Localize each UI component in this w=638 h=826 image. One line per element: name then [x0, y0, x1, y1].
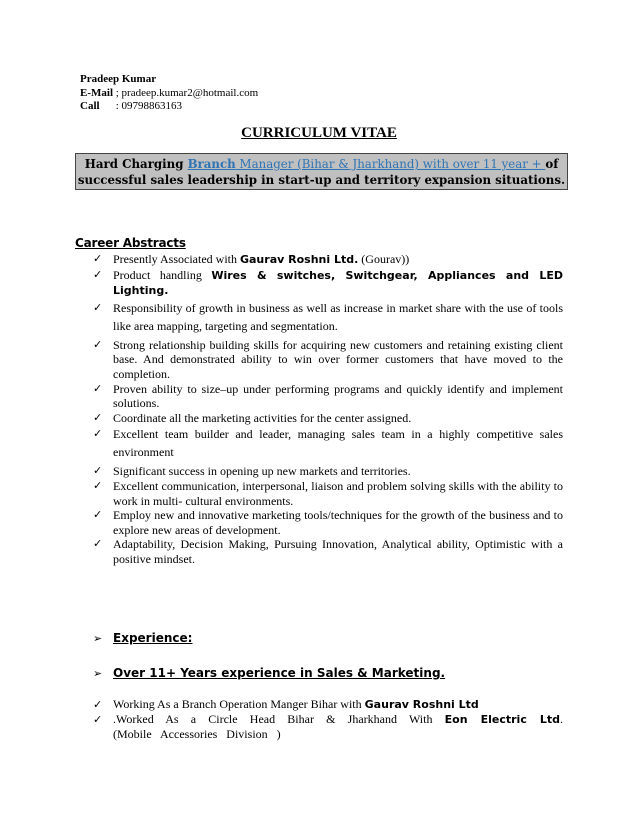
item-text: Strong relationship building skills for acquiring new customers and retaining existing client base. And demonstrated ability to win over former customers that have moved to the completion. [113, 337, 563, 381]
check-icon: ✓ [93, 508, 103, 522]
call-label: Call [80, 100, 100, 112]
item-text: Excellent team builder and leader, managing sales team in a highly competitive sales environment [113, 427, 563, 460]
list-item [93, 299, 563, 335]
experience-subheading-row [93, 664, 445, 682]
check-icon: ✓ [93, 713, 103, 726]
arrow-bullet-icon: ➢ [93, 632, 103, 645]
list-item [93, 382, 563, 411]
item-bold-text: Wires & switches, Switchgear, Appliances and LED Lighting. [113, 268, 564, 298]
item-bold-text: Gaurav Roshni Ltd. [239, 253, 359, 266]
item-text: Working As a Branch Operation Manger Bihar with [113, 697, 365, 711]
item-text-tail: . (Mobile Accessories Division ) [113, 712, 563, 741]
list-item [93, 508, 563, 537]
item-text-tail: (Gourav)) [358, 252, 410, 266]
item-bold-text: Gaurav Roshni Ltd [364, 698, 479, 711]
contact-name-row [80, 73, 258, 87]
check-icon: ✓ [93, 464, 103, 478]
list-item [93, 425, 563, 461]
experience-subheading: Over 11+ Years experience in Sales & Marketing. [113, 666, 446, 680]
list-item [93, 268, 563, 299]
headline-line-2: successful sales leadership in start-up and territory expansion situations. [77, 173, 566, 187]
document-title: CURRICULUM VITAE [241, 125, 397, 141]
item-text: Proven ability to size–up under performing programs and quickly identify and implement solutions. [113, 381, 563, 411]
call-value: : 09798863163 [115, 100, 183, 112]
career-abstracts-list [93, 252, 563, 567]
check-icon: ✓ [93, 427, 103, 441]
check-icon: ✓ [93, 337, 103, 351]
item-text: Significant success in opening up new markets and territories. [113, 464, 411, 479]
headline-line-1 [76, 156, 567, 172]
list-item [93, 537, 563, 566]
item-bold-text: Eon Electric Ltd [444, 713, 560, 726]
check-icon: ✓ [93, 698, 103, 711]
list-item [93, 252, 563, 268]
headline-part-3: Manager (Bihar & Jharkhand) with over 11 year + [235, 157, 546, 171]
experience-heading-row [93, 629, 192, 647]
experience-heading: Experience: [113, 631, 193, 645]
check-icon: ✓ [93, 537, 103, 551]
item-text: Responsibility of growth in business as well as increase in market share with the use of tools like area mapping, targeting and segmentation. [113, 300, 563, 333]
check-icon: ✓ [93, 252, 103, 265]
list-item [93, 697, 563, 712]
headline-part-4: of [545, 157, 559, 171]
check-icon: ✓ [93, 300, 103, 314]
list-item [93, 338, 563, 382]
email-value: ; pradeep.kumar2@hotmail.com [115, 86, 259, 99]
arrow-bullet-icon: ➢ [93, 667, 103, 680]
contact-email-row [80, 87, 258, 101]
item-text: Employ new and innovative marketing tools/techniques for the growth of the business and to explore new areas of development. [113, 508, 563, 537]
item-text: Adaptability, Decision Making, Pursuing Innovation, Analytical ability, Optimistic with a positive mindset. [113, 537, 563, 566]
list-item [93, 479, 563, 508]
headline-box [75, 153, 568, 190]
headline-part-2: Branch [187, 157, 236, 171]
item-text: .Worked As a Circle Head Bihar & Jharkhand With [113, 712, 445, 726]
email-label: E-Mail [80, 86, 113, 99]
career-abstracts-heading: Career Abstracts [75, 236, 186, 250]
list-item [93, 411, 563, 426]
experience-list [93, 697, 563, 742]
list-item [93, 712, 563, 742]
contact-block [80, 73, 258, 114]
contact-call-row [80, 100, 258, 114]
check-icon: ✓ [93, 478, 103, 492]
headline-part-1: Hard Charging [84, 157, 188, 171]
check-icon: ✓ [93, 410, 103, 424]
item-text: Excellent communication, interpersonal, liaison and problem solving skills with the ability to work in multi- cultural environments. [113, 478, 563, 508]
list-item [93, 464, 563, 479]
item-text: Coordinate all the marketing activities for the center assigned. [113, 410, 412, 425]
check-icon: ✓ [93, 267, 103, 281]
check-icon: ✓ [93, 381, 103, 395]
item-text: Product handling [113, 267, 212, 282]
contact-name: Pradeep Kumar [80, 73, 157, 85]
item-text: Presently Associated with [113, 252, 240, 266]
